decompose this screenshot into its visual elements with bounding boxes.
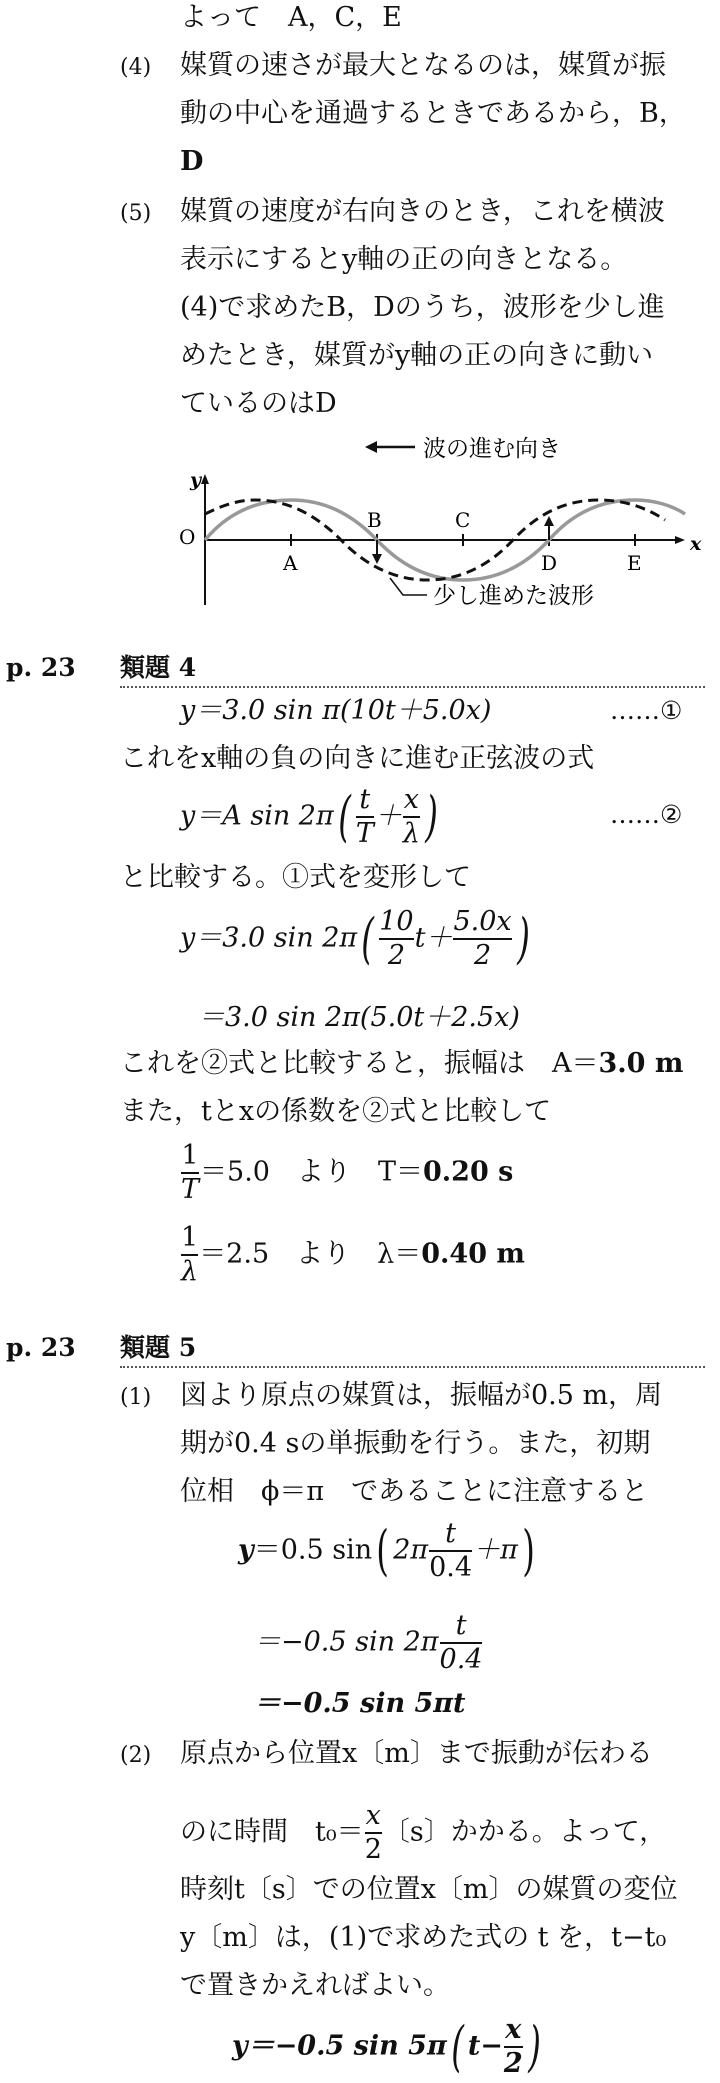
point-label-a: A [283,551,298,575]
direction-label: 波の進む向き [423,436,561,462]
down-arrow-b [372,554,382,564]
conclusion-line: よって A，C，E [180,2,402,33]
x-axis-label: x [690,533,702,555]
result-wavelength: $\frac{1}{\lambda}$ ＝2.5 より λ＝0.40 m [181,1222,525,1287]
item5-line-5: ているのはD [180,388,337,419]
equation-2: y＝A sin 2π( $\frac{t}{T}$ ＋ $\frac{x}{\lambda}$ ) [180,784,438,849]
item1-line-2: 期が0.4 sの単振動を行う。また，初期 [180,1428,651,1459]
item2-line-4: y〔m〕は，(1)で求めた式の t を，t−t₀ [180,1922,667,1953]
dotted-rule [120,686,705,688]
equation-3: y＝3.0 sin 2π( $\frac{10}{2}$ t＋ $\frac{5.0x}{2}$ ) [180,906,530,971]
dotted-rule [120,1366,705,1368]
p5-equation-2: ＝−0.5 sin 2π $\frac{t}{0.4}$ [254,1610,483,1675]
y-axis-label: y [190,469,202,491]
point-label-b: B [367,508,382,532]
equation-1: y＝3.0 sin π(10t＋5.0x) [180,695,492,726]
p5-equation-3: ＝−0.5 sin 5πt [254,1688,466,1719]
origin-label: O [179,525,196,549]
item-number: (2) [120,1743,152,1768]
item2-line-2: のに時間 t₀＝ $\frac{x}{2}$ 〔s〕かかる。よって， [180,1800,667,1865]
item2-line-5: で置きかえればよい。 [180,1970,450,2001]
item4-line-2: 動の中心を通過するときであるから，B， [180,98,686,129]
result-period: $\frac{1}{T}$ ＝5.0 より T＝0.20 s [181,1140,514,1205]
item5-line-2: 表示にするとy軸の正の向きとなる。 [180,244,628,275]
text-line: これをx軸の負の向きに進む正弦波の式 [120,743,595,774]
page-ref: p. 23 [6,653,76,682]
point-label-e: E [627,551,642,575]
final-equation: y＝−0.5 sin 5π( t− $\frac{x}{2}$ ) [232,2014,541,2079]
item5-line-4: めたとき，媒質がy軸の正の向きに動い [180,340,654,371]
item1-line-1: 図より原点の媒質は，振幅が0.5 m，周 [180,1380,663,1411]
item-number: (5) [120,201,152,226]
shifted-wave-label: 少し進めた波形 [433,583,594,609]
item1-line-3: 位相 ϕ＝π であることに注意すると [180,1476,649,1507]
item4-line-1: 媒質の速さが最大となるのは，媒質が振 [180,50,666,81]
item2-line-3: 時刻t〔s〕での位置x〔m〕の媒質の変位 [180,1874,678,1905]
problem-title: 類題 5 [120,1333,197,1362]
equation-4: ＝3.0 sin 2π(5.0t＋2.5x) [198,1002,520,1033]
item-number: (4) [120,55,152,80]
wave-diagram [179,430,705,630]
item-number: (1) [120,1385,152,1410]
up-arrow-d [544,516,554,526]
item5-line-1: 媒質の速度が右向きのとき，これを横波 [180,196,665,227]
item4-line-3: D [180,146,204,177]
direction-arrow [365,441,415,453]
equation-tag-2: ……② [610,800,683,829]
problem-title: 類題 4 [120,653,197,682]
equation-tag-1: ……① [610,696,683,725]
p5-equation-1: y＝0.5 sin( 2π $\frac{t}{0.4}$ ＋π) [238,1518,535,1583]
point-label-c: C [455,508,471,532]
page-ref: p. 23 [6,1333,76,1362]
text-line: また，tとxの係数を②式と比較して [120,1096,552,1127]
item5-line-3: (4)で求めたB，Dのうち，波形を少し進 [180,292,665,323]
point-label-d: D [541,551,558,575]
amplitude-line: これを②式と比較すると，振幅は A＝3.0 m [120,1048,684,1079]
text-line: と比較する。①式を変形して [120,862,471,893]
item2-line-1: 原点から位置x〔m〕まで振動が伝わる [180,1738,653,1769]
